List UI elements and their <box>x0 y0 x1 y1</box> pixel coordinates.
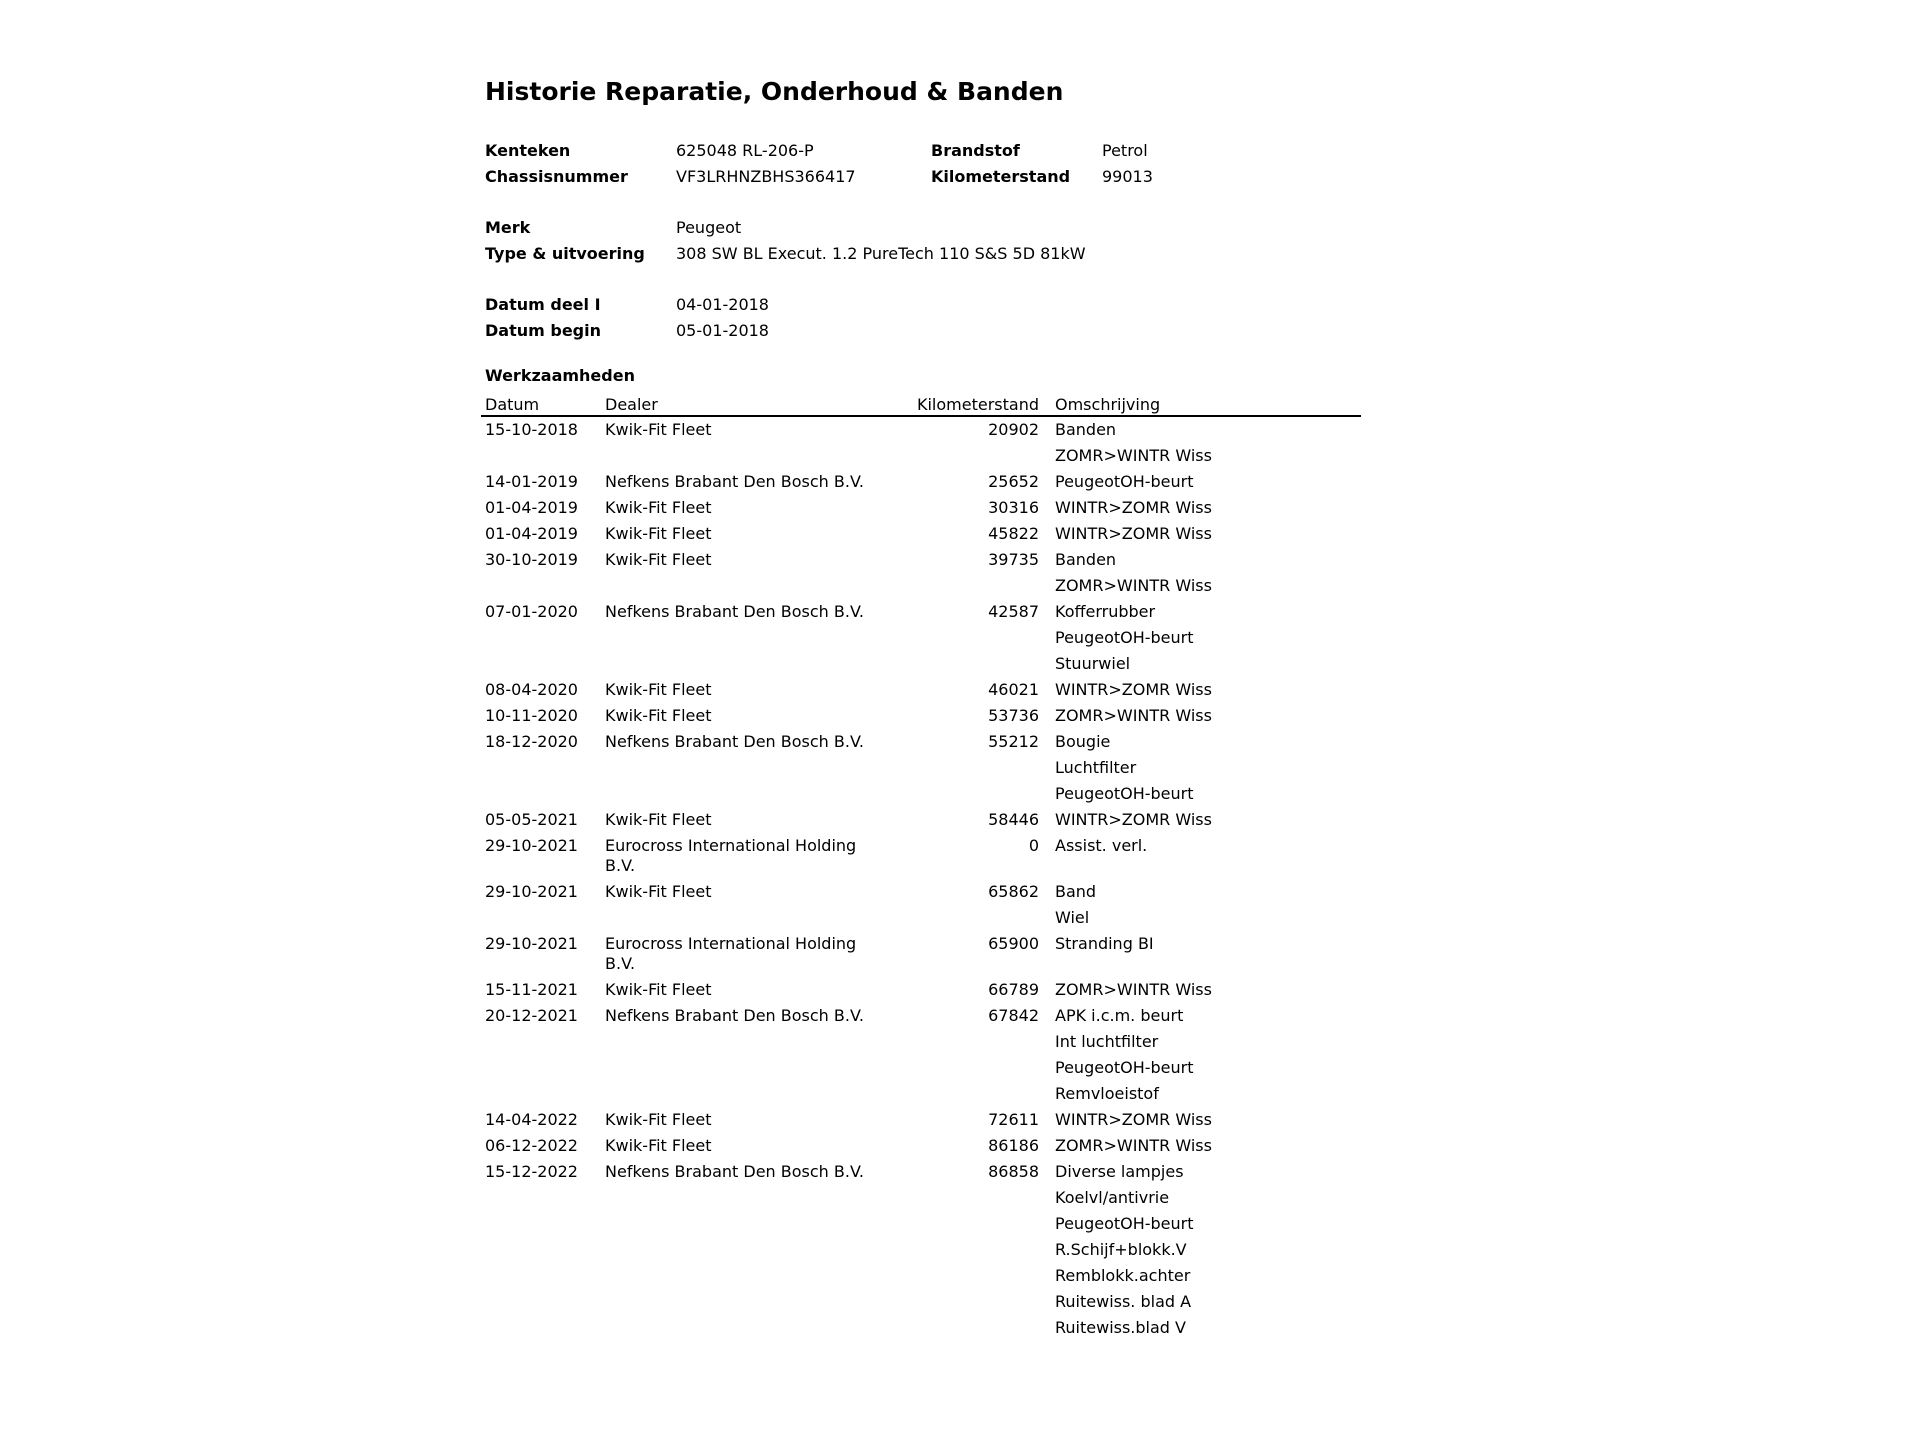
omschrijving-item: Wiel <box>1055 908 1090 927</box>
cell-dealer-wrap <box>601 469 871 495</box>
omschrijving-item: Remvloeistof <box>1055 1084 1159 1103</box>
cell-kilometerstand: 53736 <box>988 706 1039 725</box>
cell-dealer-wrap <box>601 807 871 833</box>
cell-omschrijving <box>1051 879 1361 931</box>
cell-dealer: Eurocross International Holding B.V. <box>605 934 857 973</box>
omschrijving-item: WINTR>ZOMR Wiss <box>1055 680 1212 699</box>
omschrijving-item: Diverse lampjes <box>1055 1162 1184 1181</box>
cell-dealer-wrap <box>601 521 871 547</box>
cell-dealer-wrap <box>601 1107 871 1133</box>
table-header-row <box>481 389 1361 416</box>
omschrijving-item: Koelvl/antivrie <box>1055 1188 1170 1207</box>
kenteken-row <box>485 138 1365 164</box>
works-table <box>481 389 1361 1341</box>
cell-omschrijving <box>1051 1133 1361 1159</box>
cell-datum: 15-12-2022 <box>485 1162 578 1181</box>
vehicle-info <box>485 138 1365 344</box>
table-row <box>481 547 1361 599</box>
cell-datum: 29-10-2021 <box>485 934 578 953</box>
cell-datum: 10-11-2020 <box>485 706 578 725</box>
omschrijving-item: Assist. verl. <box>1055 836 1148 855</box>
cell-dealer: Kwik-Fit Fleet <box>605 810 712 829</box>
page-title: Historie Reparatie, Onderhoud & Banden <box>485 77 1064 106</box>
section-title: Werkzaamheden <box>485 366 635 385</box>
cell-kilometerstand: 0 <box>1028 836 1039 855</box>
cell-dealer: Kwik-Fit Fleet <box>605 498 712 517</box>
omschrijving-item: Luchtfilter <box>1055 758 1137 777</box>
cell-dealer: Eurocross International Holding B.V. <box>605 836 857 875</box>
cell-kilometerstand: 65900 <box>988 934 1039 953</box>
cell-omschrijving <box>1051 807 1361 833</box>
cell-kilometerstand: 55212 <box>988 732 1039 751</box>
header-omschrijving: Omschrijving <box>1051 389 1361 416</box>
cell-dealer: Nefkens Brabant Den Bosch B.V. <box>605 472 864 491</box>
cell-dealer-wrap <box>601 416 871 469</box>
table-body <box>481 416 1361 1341</box>
cell-kilometerstand: 30316 <box>988 498 1039 517</box>
cell-datum: 07-01-2020 <box>485 602 578 621</box>
cell-dealer: Kwik-Fit Fleet <box>605 524 712 543</box>
cell-kilometerstand: 45822 <box>988 524 1039 543</box>
cell-dealer-wrap <box>601 703 871 729</box>
cell-omschrijving <box>1051 1159 1361 1341</box>
cell-omschrijving <box>1051 833 1361 879</box>
cell-omschrijving <box>1051 703 1361 729</box>
cell-kilometerstand: 86858 <box>988 1162 1039 1181</box>
omschrijving-item: PeugeotOH-beurt <box>1055 472 1194 491</box>
cell-kilometerstand: 86186 <box>988 1136 1039 1155</box>
datum-deel-value: 04-01-2018 <box>676 295 769 314</box>
cell-kilometerstand: 25652 <box>988 472 1039 491</box>
cell-datum: 06-12-2022 <box>485 1136 578 1155</box>
table-row <box>481 729 1361 807</box>
cell-dealer: Kwik-Fit Fleet <box>605 1110 712 1129</box>
omschrijving-item: Stuurwiel <box>1055 654 1131 673</box>
cell-datum: 15-10-2018 <box>485 420 578 439</box>
type-label: Type & uitvoering <box>485 244 645 263</box>
cell-kilometerstand: 72611 <box>988 1110 1039 1129</box>
cell-omschrijving <box>1051 977 1361 1003</box>
type-row <box>485 241 1365 267</box>
omschrijving-item: Band <box>1055 882 1097 901</box>
cell-dealer: Kwik-Fit Fleet <box>605 680 712 699</box>
omschrijving-item: WINTR>ZOMR Wiss <box>1055 524 1212 543</box>
merk-label: Merk <box>485 218 531 237</box>
table-row <box>481 833 1361 879</box>
cell-dealer-wrap <box>601 599 871 677</box>
cell-omschrijving <box>1051 521 1361 547</box>
cell-omschrijving <box>1051 547 1361 599</box>
cell-kilometerstand: 58446 <box>988 810 1039 829</box>
cell-dealer: Nefkens Brabant Den Bosch B.V. <box>605 602 864 621</box>
cell-omschrijving <box>1051 931 1361 977</box>
table-row <box>481 1159 1361 1341</box>
kenteken-label: Kenteken <box>485 141 571 160</box>
cell-omschrijving <box>1051 416 1361 469</box>
cell-kilometerstand: 20902 <box>988 420 1039 439</box>
omschrijving-item: ZOMR>WINTR Wiss <box>1055 980 1212 999</box>
cell-dealer: Kwik-Fit Fleet <box>605 980 712 999</box>
omschrijving-item: Ruitewiss.blad V <box>1055 1318 1186 1337</box>
omschrijving-item: ZOMR>WINTR Wiss <box>1055 446 1212 465</box>
cell-dealer-wrap <box>601 833 871 879</box>
cell-dealer-wrap <box>601 677 871 703</box>
omschrijving-item: Stranding BI <box>1055 934 1154 953</box>
omschrijving-item: APK i.c.m. beurt <box>1055 1006 1184 1025</box>
cell-omschrijving <box>1051 599 1361 677</box>
datum-begin-row <box>485 318 1365 344</box>
header-datum: Datum <box>481 389 601 416</box>
omschrijving-item: PeugeotOH-beurt <box>1055 784 1194 803</box>
omschrijving-item: Int luchtfilter <box>1055 1032 1159 1051</box>
kilometerstand-label: Kilometerstand <box>931 167 1071 186</box>
cell-dealer-wrap <box>601 729 871 807</box>
table-row <box>481 1107 1361 1133</box>
datum-deel-label: Datum deel I <box>485 295 601 314</box>
cell-dealer: Kwik-Fit Fleet <box>605 550 712 569</box>
cell-dealer: Kwik-Fit Fleet <box>605 1136 712 1155</box>
table-row <box>481 416 1361 469</box>
omschrijving-item: WINTR>ZOMR Wiss <box>1055 1110 1212 1129</box>
cell-kilometerstand: 39735 <box>988 550 1039 569</box>
datum-begin-value: 05-01-2018 <box>676 321 769 340</box>
cell-dealer: Kwik-Fit Fleet <box>605 706 712 725</box>
cell-datum: 18-12-2020 <box>485 732 578 751</box>
omschrijving-item: PeugeotOH-beurt <box>1055 1058 1194 1077</box>
cell-datum: 14-01-2019 <box>485 472 578 491</box>
kenteken-value: 625048 RL-206-P <box>676 141 814 160</box>
omschrijving-item: ZOMR>WINTR Wiss <box>1055 1136 1212 1155</box>
cell-datum: 15-11-2021 <box>485 980 578 999</box>
kilometerstand-value: 99013 <box>1102 167 1153 186</box>
cell-dealer: Kwik-Fit Fleet <box>605 882 712 901</box>
cell-dealer-wrap <box>601 931 871 977</box>
cell-omschrijving <box>1051 469 1361 495</box>
cell-dealer: Nefkens Brabant Den Bosch B.V. <box>605 1006 864 1025</box>
cell-dealer: Nefkens Brabant Den Bosch B.V. <box>605 1162 864 1181</box>
document <box>485 72 1365 1341</box>
cell-kilometerstand: 67842 <box>988 1006 1039 1025</box>
omschrijving-item: PeugeotOH-beurt <box>1055 1214 1194 1233</box>
table-row <box>481 677 1361 703</box>
cell-kilometerstand: 65862 <box>988 882 1039 901</box>
cell-dealer: Nefkens Brabant Den Bosch B.V. <box>605 732 864 751</box>
datum-begin-label: Datum begin <box>485 321 601 340</box>
header-kilometerstand: Kilometerstand <box>871 389 1051 416</box>
cell-dealer-wrap <box>601 1003 871 1107</box>
type-value: 308 SW BL Execut. 1.2 PureTech 110 S&S 5D 81kW <box>676 244 1086 263</box>
cell-datum: 30-10-2019 <box>485 550 578 569</box>
merk-row <box>485 215 1365 241</box>
cell-dealer-wrap <box>601 495 871 521</box>
table-row <box>481 977 1361 1003</box>
chassis-label: Chassisnummer <box>485 167 628 186</box>
table-row <box>481 931 1361 977</box>
cell-kilometerstand: 42587 <box>988 602 1039 621</box>
header-dealer: Dealer <box>601 389 871 416</box>
cell-datum: 05-05-2021 <box>485 810 578 829</box>
cell-kilometerstand: 46021 <box>988 680 1039 699</box>
table-row <box>481 599 1361 677</box>
cell-dealer-wrap <box>601 1133 871 1159</box>
brandstof-value: Petrol <box>1102 141 1148 160</box>
table-row <box>481 521 1361 547</box>
brandstof-label: Brandstof <box>931 141 1020 160</box>
omschrijving-item: Remblokk.achter <box>1055 1266 1191 1285</box>
cell-datum: 29-10-2021 <box>485 836 578 855</box>
table-row <box>481 1003 1361 1107</box>
table-row <box>481 879 1361 931</box>
cell-dealer: Kwik-Fit Fleet <box>605 420 712 439</box>
omschrijving-item: Banden <box>1055 420 1117 439</box>
cell-dealer-wrap <box>601 977 871 1003</box>
omschrijving-item: WINTR>ZOMR Wiss <box>1055 810 1212 829</box>
omschrijving-item: Ruitewiss. blad A <box>1055 1292 1192 1311</box>
cell-omschrijving <box>1051 729 1361 807</box>
cell-omschrijving <box>1051 1107 1361 1133</box>
cell-datum: 14-04-2022 <box>485 1110 578 1129</box>
cell-omschrijving <box>1051 495 1361 521</box>
chassis-row <box>485 164 1365 190</box>
cell-dealer-wrap <box>601 879 871 931</box>
omschrijving-item: Kofferrubber <box>1055 602 1156 621</box>
omschrijving-item: PeugeotOH-beurt <box>1055 628 1194 647</box>
cell-dealer-wrap <box>601 547 871 599</box>
omschrijving-item: ZOMR>WINTR Wiss <box>1055 576 1212 595</box>
table-row <box>481 495 1361 521</box>
table-row <box>481 469 1361 495</box>
omschrijving-item: Bougie <box>1055 732 1111 751</box>
table-row <box>481 807 1361 833</box>
omschrijving-item: ZOMR>WINTR Wiss <box>1055 706 1212 725</box>
cell-dealer-wrap <box>601 1159 871 1341</box>
omschrijving-item: Banden <box>1055 550 1117 569</box>
omschrijving-item: R.Schijf+blokk.V <box>1055 1240 1187 1259</box>
cell-kilometerstand: 66789 <box>988 980 1039 999</box>
cell-omschrijving <box>1051 677 1361 703</box>
table-row <box>481 1133 1361 1159</box>
cell-omschrijving <box>1051 1003 1361 1107</box>
chassis-value: VF3LRHNZBHS366417 <box>676 167 856 186</box>
table-row <box>481 703 1361 729</box>
cell-datum: 29-10-2021 <box>485 882 578 901</box>
cell-datum: 01-04-2019 <box>485 524 578 543</box>
omschrijving-item: WINTR>ZOMR Wiss <box>1055 498 1212 517</box>
cell-datum: 20-12-2021 <box>485 1006 578 1025</box>
cell-datum: 01-04-2019 <box>485 498 578 517</box>
merk-value: Peugeot <box>676 218 742 237</box>
cell-datum: 08-04-2020 <box>485 680 578 699</box>
datum-deel-row <box>485 292 1365 318</box>
